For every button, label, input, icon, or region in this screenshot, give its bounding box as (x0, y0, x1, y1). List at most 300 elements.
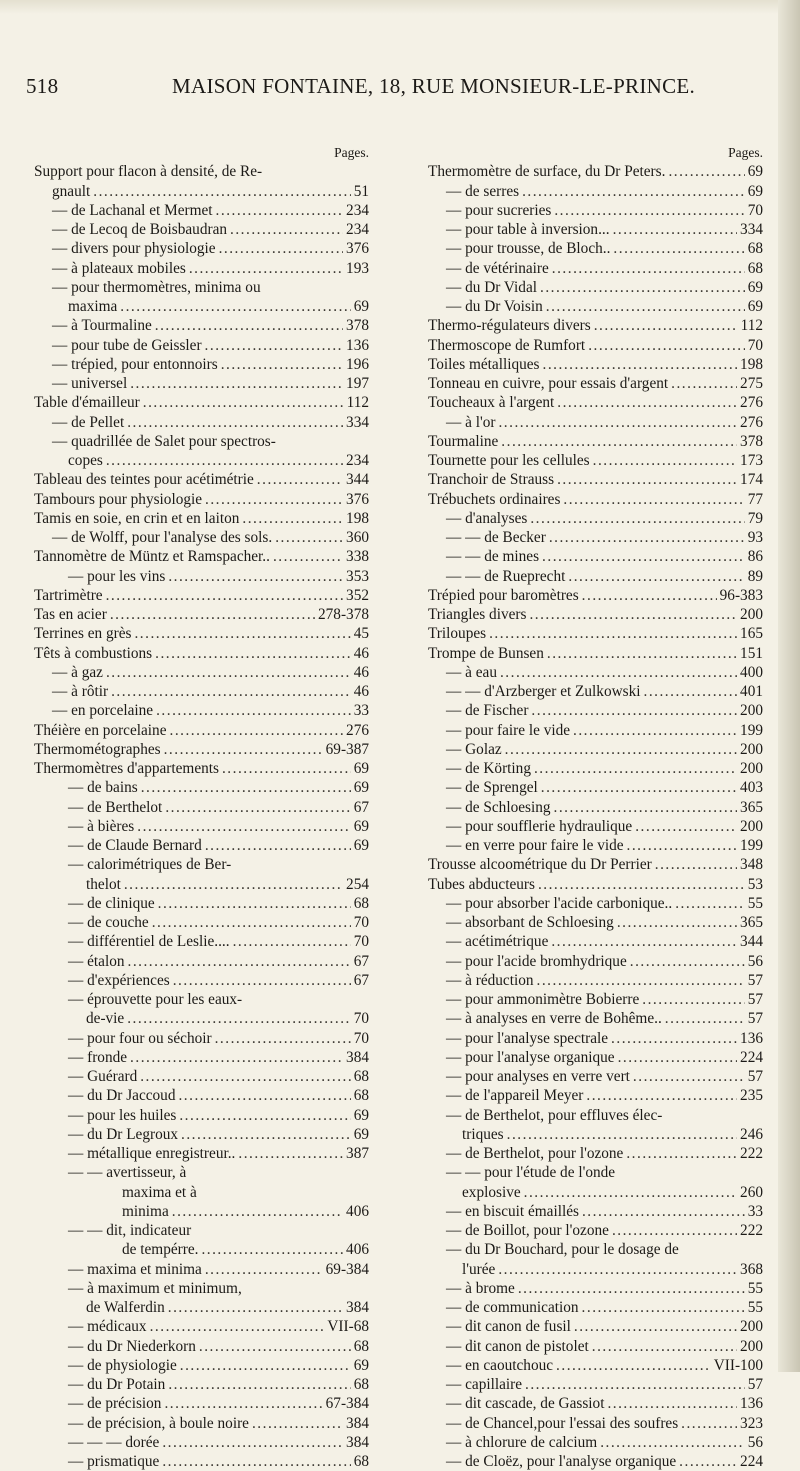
dot-leader (540, 278, 745, 297)
entry-text: — pour absorber l'acide carbonique.. (446, 894, 673, 912)
entry-text: Trompe de Bunsen (428, 644, 544, 662)
entry-text: — de Sprengel (446, 779, 538, 797)
dot-leader (538, 875, 745, 894)
entry-text: — de serres (446, 182, 520, 200)
dot-leader (221, 355, 343, 374)
entry-text: Thermomètres d'appartements (34, 760, 219, 777)
index-entry (428, 798, 763, 817)
entry-text: — différentiel de Leslie.... (68, 933, 230, 951)
entry-text: — à maximum et minimum, (68, 1279, 242, 1297)
dot-leader (500, 663, 737, 682)
dot-leader (594, 316, 738, 335)
entry-page: 200 (740, 1337, 763, 1355)
dot-leader (534, 759, 737, 778)
entry-text: — éprouvette pour les eaux- (68, 991, 243, 1008)
entry-text: — du Dr Vidal (446, 278, 537, 296)
dot-leader (675, 894, 745, 913)
entry-text: — trépied, pour entonnoirs (52, 355, 218, 373)
index-entry (34, 1125, 369, 1144)
dot-leader (655, 855, 737, 874)
entry-text: — à Tourmaline (52, 317, 152, 335)
entry-text: l'urée (462, 1260, 496, 1278)
dot-leader (554, 798, 738, 817)
entry-text: — en caoutchouc (446, 1356, 554, 1374)
entry-page: 254 (346, 875, 369, 893)
dot-leader (205, 1260, 323, 1279)
entry-page: 378 (740, 432, 763, 450)
entry-page: 55 (747, 1299, 763, 1316)
entry-text: — d'expériences (68, 971, 170, 989)
index-entry (428, 239, 763, 258)
dot-leader (273, 547, 343, 566)
dot-leader (537, 971, 745, 990)
entry-page: 234 (346, 221, 369, 238)
dot-leader (612, 1221, 737, 1240)
entry-page: 136 (346, 336, 369, 354)
entry-page: 69 (353, 760, 369, 777)
dot-leader (178, 1086, 350, 1105)
dot-leader (592, 1337, 737, 1356)
entry-text: gnault (52, 182, 91, 200)
entry-text: — quadrillée de Salet pour spectros- (52, 432, 276, 450)
index-entry (34, 855, 369, 874)
dot-leader (552, 259, 745, 278)
index-entry (34, 1317, 369, 1336)
index-entry (34, 605, 369, 624)
entry-text: — — pour l'étude de l'onde (446, 1164, 616, 1182)
dot-leader (106, 663, 351, 682)
index-entry (34, 1414, 369, 1433)
index-entry (428, 1048, 763, 1067)
index-entry (428, 1452, 763, 1471)
index-entry (428, 605, 763, 624)
entry-page: 68 (353, 1087, 369, 1105)
entry-page: 323 (740, 1414, 763, 1432)
index-entry (428, 701, 763, 720)
entry-text: Trousse alcoométrique du Dr Perrier (428, 856, 652, 874)
entry-text: — de Berthelot, pour l'ozone (446, 1145, 624, 1162)
entry-page: 222 (740, 1145, 763, 1162)
entry-text: — à bières (68, 817, 135, 835)
index-entry (34, 1240, 369, 1259)
entry-text: — du Dr Jaccoud (68, 1087, 176, 1105)
entry-page: 222 (740, 1222, 763, 1239)
entry-text: — de couche (68, 914, 149, 931)
dot-leader (611, 1029, 737, 1048)
dot-leader (547, 644, 737, 663)
entry-page: 334 (740, 221, 763, 238)
entry-text: — — dit, indicateur (68, 1222, 192, 1239)
entry-page: 67 (353, 952, 369, 970)
entry-text: — à plateaux mobiles (52, 259, 186, 277)
dot-leader (233, 932, 351, 951)
entry-page: 352 (346, 586, 369, 604)
entry-page: 365 (740, 798, 763, 816)
index-entry (428, 1317, 763, 1336)
entry-page: 276 (740, 413, 763, 431)
index-entry (428, 336, 763, 355)
index-entry (34, 624, 369, 643)
entry-page: 235 (740, 1087, 763, 1105)
index-entry (34, 355, 369, 374)
entry-text: maxima (68, 298, 118, 315)
dot-leader (252, 1414, 343, 1433)
entry-text: — pour les vins (68, 567, 166, 585)
entry-page: 224 (740, 1453, 763, 1470)
index-entry (428, 355, 763, 374)
dot-leader (120, 297, 350, 316)
entry-text: Tannomètre de Müntz et Ramspacher.. (34, 548, 270, 566)
dot-leader (582, 586, 717, 605)
entry-text: — de Berthelot (68, 798, 163, 816)
entry-text: de Walferdin (86, 1299, 165, 1316)
entry-text: — d'analyses (446, 509, 528, 527)
entry-page: 69 (747, 298, 763, 315)
entry-page: 57 (747, 1010, 763, 1028)
index-entry (428, 721, 763, 740)
index-entry (34, 1048, 369, 1067)
entry-page: 57 (747, 991, 763, 1008)
dot-leader (130, 374, 343, 393)
entry-page: 200 (740, 1318, 763, 1336)
index-entry (428, 759, 763, 778)
entry-text: — pour four ou séchoir (68, 1029, 212, 1047)
index-entry (428, 663, 763, 682)
entry-text: Trépied pour baromètres (428, 586, 579, 604)
index-entry (428, 567, 763, 586)
entry-text: explosive (462, 1183, 521, 1201)
entry-page: 68 (353, 1453, 369, 1470)
dot-leader (681, 1414, 737, 1433)
index-entry (34, 1183, 369, 1202)
entry-page: 200 (740, 606, 763, 623)
index-entry (428, 490, 763, 509)
entry-page: 278-378 (318, 606, 369, 623)
entry-text: Tas en acier (34, 606, 107, 623)
entry-text: — pour tube de Geissler (52, 336, 202, 354)
index-entry (34, 547, 369, 566)
entry-page: 275 (740, 375, 763, 392)
entry-text: — universel (52, 375, 128, 392)
dot-leader (600, 1433, 745, 1452)
entry-text: — de bains (68, 779, 138, 797)
index-entry (428, 740, 763, 759)
index-entry (34, 759, 369, 778)
index-entry (428, 182, 763, 201)
index-entry (34, 336, 369, 355)
dot-leader (543, 355, 738, 374)
entry-text: de-vie (86, 1010, 125, 1028)
index-entry (428, 1029, 763, 1048)
entry-text: Triloupes (428, 625, 487, 643)
entry-page: 384 (346, 1414, 369, 1432)
entry-text: — pour faire le vide (446, 721, 571, 739)
index-entry (34, 182, 369, 201)
index-entry (428, 451, 763, 470)
dot-leader (162, 1433, 343, 1452)
entry-text: — de précision (68, 1395, 162, 1413)
entry-text: — de physiologie (68, 1356, 177, 1374)
index-entry (34, 1356, 369, 1375)
entry-text: — du Dr Legroux (68, 1125, 179, 1143)
dot-leader (679, 1452, 737, 1471)
index-entry (34, 490, 369, 509)
index-entry (428, 952, 763, 971)
entry-page: 200 (740, 817, 763, 835)
entry-page: 174 (740, 471, 763, 489)
index-entry (34, 297, 369, 316)
index-entry (428, 1106, 763, 1125)
entry-text: — à eau (446, 663, 497, 681)
index-entry (428, 547, 763, 566)
index-entry (34, 1279, 369, 1298)
entry-page: 376 (346, 490, 369, 508)
entry-page: 56 (747, 1433, 763, 1451)
index-entry (34, 701, 369, 720)
dot-leader (152, 913, 351, 932)
dot-leader (557, 393, 737, 412)
index-entry (34, 413, 369, 432)
entry-text: — de communication (446, 1299, 579, 1316)
entry-page: VII-68 (327, 1318, 369, 1336)
entry-page: 79 (747, 509, 763, 527)
entry-text: triques (462, 1125, 504, 1143)
index-entry (428, 393, 763, 412)
entry-page: 196 (346, 355, 369, 373)
dot-leader (242, 509, 343, 528)
entry-text: — de Wolff, pour l'analyse des sols. (52, 529, 273, 546)
dot-leader (556, 1356, 711, 1375)
dot-leader (155, 644, 351, 663)
dot-leader (573, 721, 737, 740)
entry-page: 197 (346, 375, 369, 392)
index-entry (428, 894, 763, 913)
entry-text: Table d'émailleur (34, 394, 140, 412)
entry-text: — de clinique (68, 894, 155, 912)
dot-leader (143, 393, 344, 412)
index-entry (34, 1375, 369, 1394)
entry-page: 68 (353, 894, 369, 912)
entry-text: — à brome (446, 1279, 515, 1297)
index-entry (34, 567, 369, 586)
entry-text: — de Fischer (446, 702, 529, 720)
entry-page: 55 (747, 894, 763, 912)
dot-leader (155, 316, 343, 335)
index-entry (428, 413, 763, 432)
right-column (428, 143, 763, 1471)
entry-text: — maxima et minima (68, 1260, 202, 1278)
entry-page: 89 (747, 567, 763, 585)
index-entry (428, 509, 763, 528)
index-entry (428, 682, 763, 701)
index-entry (428, 1394, 763, 1413)
dot-leader (613, 220, 737, 239)
entry-text: — métallique enregistreur.. (68, 1145, 236, 1162)
entry-page: 165 (740, 625, 763, 643)
index-entry (34, 470, 369, 489)
entry-page: 77 (747, 490, 763, 508)
entry-text: — pour l'acide bromhydrique (446, 952, 627, 970)
index-entry (34, 393, 369, 412)
index-entry (34, 1106, 369, 1125)
index-entry (428, 586, 763, 605)
dot-leader (498, 1260, 737, 1279)
entry-text: — divers pour physiologie (52, 240, 216, 258)
entry-page: 46 (353, 683, 369, 700)
dot-leader (524, 1183, 737, 1202)
dot-leader (201, 1240, 343, 1259)
index-entry (428, 1414, 763, 1433)
entry-page: 112 (740, 317, 763, 335)
entry-page: 224 (740, 1048, 763, 1066)
dot-leader (665, 1009, 745, 1028)
index-entry (428, 644, 763, 663)
entry-page: 348 (740, 856, 763, 874)
entry-page: 69-384 (325, 1260, 369, 1278)
entry-text: Toucheaux à l'argent (428, 394, 555, 412)
entry-text: — à gaz (52, 663, 103, 681)
entry-text: — pour trousse, de Bloch.. (446, 240, 611, 258)
entry-text: Tubes abducteurs (428, 875, 535, 893)
dot-leader (165, 798, 350, 817)
dot-leader (635, 817, 737, 836)
entry-page: 69 (353, 1356, 369, 1374)
entry-page: 33 (747, 1202, 763, 1220)
entry-page: 67 (353, 798, 369, 816)
dot-leader (199, 1337, 351, 1356)
page-edge-shadow (778, 0, 800, 1372)
entry-text: — pour thermomètres, minima ou (52, 278, 261, 296)
index-entry (34, 374, 369, 393)
dot-leader (542, 547, 745, 566)
index-entry (428, 932, 763, 951)
index-entry (34, 220, 369, 239)
index-entry (428, 316, 763, 335)
dot-leader (530, 509, 744, 528)
dot-leader (106, 451, 343, 470)
index-entry (34, 451, 369, 470)
index-entry (34, 1221, 369, 1240)
dot-leader (106, 586, 343, 605)
index-entry (34, 1202, 369, 1221)
entry-text: Tranchoir de Strauss (428, 471, 555, 489)
index-entry (428, 817, 763, 836)
entry-text: — à chlorure de calcium (446, 1433, 598, 1451)
dot-leader (633, 1067, 745, 1086)
entry-page: 70 (747, 201, 763, 219)
index-entry (34, 528, 369, 547)
index-entry (34, 740, 369, 759)
dot-leader (588, 336, 745, 355)
dot-leader (124, 875, 343, 894)
index-entry (428, 1375, 763, 1394)
entry-page: 387 (346, 1145, 369, 1162)
entry-page: 199 (740, 721, 763, 739)
dot-leader (93, 182, 350, 201)
entry-text: minima (122, 1202, 169, 1220)
entry-page: 246 (740, 1125, 763, 1143)
entry-page: 376 (346, 240, 369, 258)
entry-page: 96-383 (719, 586, 763, 604)
entry-page: 70 (353, 933, 369, 951)
dot-leader (568, 567, 744, 586)
index-entry (34, 1298, 369, 1317)
entry-page: 173 (740, 452, 763, 469)
dot-leader (134, 624, 350, 643)
entry-text: — de Chancel,pour l'essai des soufres (446, 1414, 679, 1432)
entry-page: 68 (747, 240, 763, 258)
entry-text: — Guérard (68, 1068, 138, 1085)
entry-text: — du Dr Potain (68, 1376, 166, 1393)
dot-leader (164, 1394, 322, 1413)
entry-page: 69 (353, 1125, 369, 1143)
index-entry (428, 1433, 763, 1452)
entry-page: 200 (740, 740, 763, 758)
entry-page: 193 (346, 259, 369, 277)
index-entry (34, 990, 369, 1009)
entry-page: 57 (747, 971, 763, 989)
entry-page: 69 (353, 298, 369, 315)
index-entry (34, 278, 369, 297)
page-number: 518 (26, 74, 59, 98)
dot-leader (618, 1048, 737, 1067)
dot-leader (557, 470, 737, 489)
index-entry (34, 971, 369, 990)
entry-text: — Golaz (446, 740, 502, 758)
dot-leader (168, 567, 343, 586)
dot-leader (168, 1375, 350, 1394)
entry-text: Tournette pour les cellules (428, 452, 590, 469)
dot-leader (173, 971, 351, 990)
entry-page: 67 (353, 971, 369, 989)
page-top-shadow (0, 0, 800, 14)
index-entry (428, 1067, 763, 1086)
entry-page: 378 (346, 317, 369, 335)
dot-leader (529, 605, 737, 624)
dot-leader (257, 470, 343, 489)
dot-leader (627, 836, 738, 855)
dot-leader (150, 1317, 325, 1336)
dot-leader (593, 451, 737, 470)
entry-text: — pour les huiles (68, 1106, 177, 1124)
entry-page: 276 (346, 721, 369, 739)
entry-page: 338 (346, 548, 369, 566)
index-entry (34, 778, 369, 797)
index-entry (428, 855, 763, 874)
entry-text: Tamis en soie, en crin et en laiton (34, 509, 240, 527)
entry-text: Terrines en grès (34, 625, 132, 643)
dot-leader (607, 1394, 737, 1413)
left-pages-label: Pages. (334, 145, 369, 160)
entry-page: 384 (346, 1433, 369, 1451)
entry-text: de tempérre. (122, 1241, 199, 1259)
dot-leader (546, 297, 745, 316)
entry-text: — de Claude Bernard (68, 837, 202, 854)
entry-page: 69 (747, 163, 763, 181)
entry-page: 151 (740, 644, 763, 662)
dot-leader (617, 913, 737, 932)
index-entry (34, 1009, 369, 1028)
dot-leader (128, 952, 351, 971)
entry-page: 86 (747, 548, 763, 566)
entry-text: — du Dr Bouchard, pour le dosage de (446, 1241, 679, 1259)
entry-page: 69-387 (325, 740, 369, 758)
entry-page: 234 (346, 452, 369, 469)
index-entry (428, 913, 763, 932)
dot-leader (582, 1298, 745, 1317)
dot-leader (162, 1452, 350, 1471)
index-entry (428, 1221, 763, 1240)
